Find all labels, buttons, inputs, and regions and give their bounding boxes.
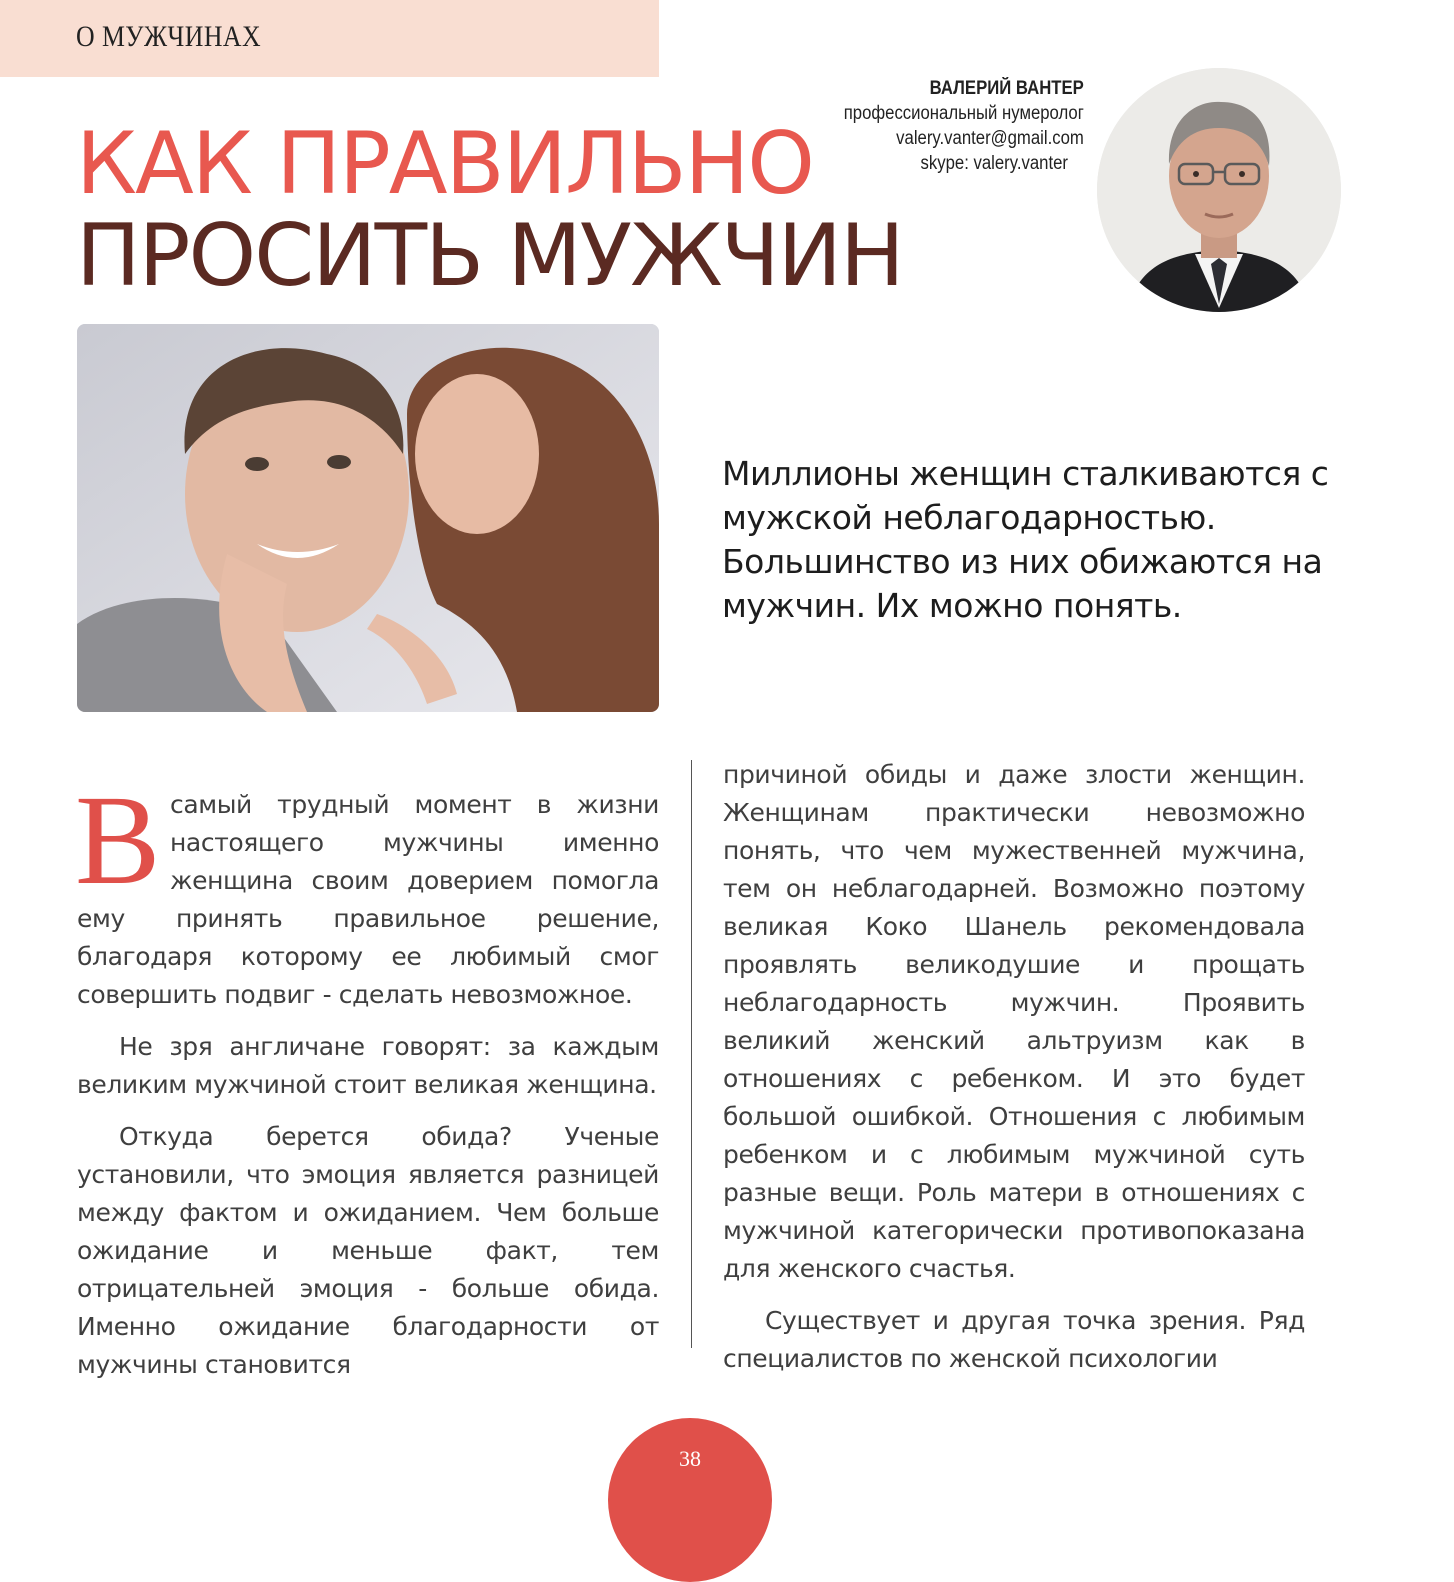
article-photo xyxy=(77,324,659,712)
author-portrait-illustration xyxy=(1097,68,1341,312)
drop-cap: В xyxy=(75,769,160,911)
page-number: 38 xyxy=(679,1446,701,1471)
title-line-2: ПРОСИТЬ МУЖЧИН xyxy=(76,206,903,306)
paragraph-3: Откуда берется обида? Ученые установили, что эмоция является разницей между фактом и ожиданием. Чем больше ожидание и меньше факт, тем отрицательней эмоция - больше обида. Именно ожидание благодарности от мужчины становится xyxy=(77,1122,659,1379)
paragraph-4: причиной обиды и даже злости женщин. Женщинам практически невозможно понять, что чем мужественней мужчина, тем он неблагодарней. Возможно поэтому великая Коко Шанель рекомендовала проявлять великодушие и прощать неблагодарность мужчин. Проявить великий женский альтруизм как в отношениях с ребенком. И это будет большой ошибкой. Отношения с любимым ребенком и с любимым мужчиной суть разные вещи. Роль матери в отношениях с мужчиной категорически противопоказана для женского счастья. xyxy=(723,760,1305,1283)
couple-photo-illustration xyxy=(77,324,659,712)
author-skype: skype: valery.vanter xyxy=(920,153,1069,174)
author-email: valery.vanter@gmail.com xyxy=(896,128,1084,149)
title-line-1: КАК ПРАВИЛЬНО xyxy=(76,114,813,214)
paragraph-1 xyxy=(77,756,659,1014)
author-role: профессиональный нумеролог xyxy=(843,103,1084,124)
author-portrait xyxy=(1097,68,1341,312)
column-divider xyxy=(691,760,692,1348)
author-name: ВАЛЕРИЙ ВАНТЕР xyxy=(929,78,1084,99)
body-column-right xyxy=(723,756,1305,1392)
body-column-left xyxy=(77,756,659,1398)
author-block xyxy=(844,76,1084,176)
article-title xyxy=(76,114,903,306)
paragraph-5: Существует и другая точка зрения. Ряд специалистов по женской психологии xyxy=(723,1306,1305,1373)
section-label: О МУЖЧИНАХ xyxy=(76,20,262,53)
paragraph-1-text: самый трудный момент в жизни настоящего мужчины именно женщина своим доверием помогла ему принять правильное решение, благодаря которому ее любимый смог совершить подвиг - сделать невозможное. xyxy=(77,790,659,1009)
paragraph-2: Не зря англичане говорят: за каждым великим мужчиной стоит великая женщина. xyxy=(77,1032,659,1099)
lead-paragraph: Миллионы женщин сталкиваются с мужской неблагодарностью. Большинство из них обижаются на мужчин. Их можно понять. xyxy=(722,454,1329,625)
page-number-badge xyxy=(608,1418,772,1582)
